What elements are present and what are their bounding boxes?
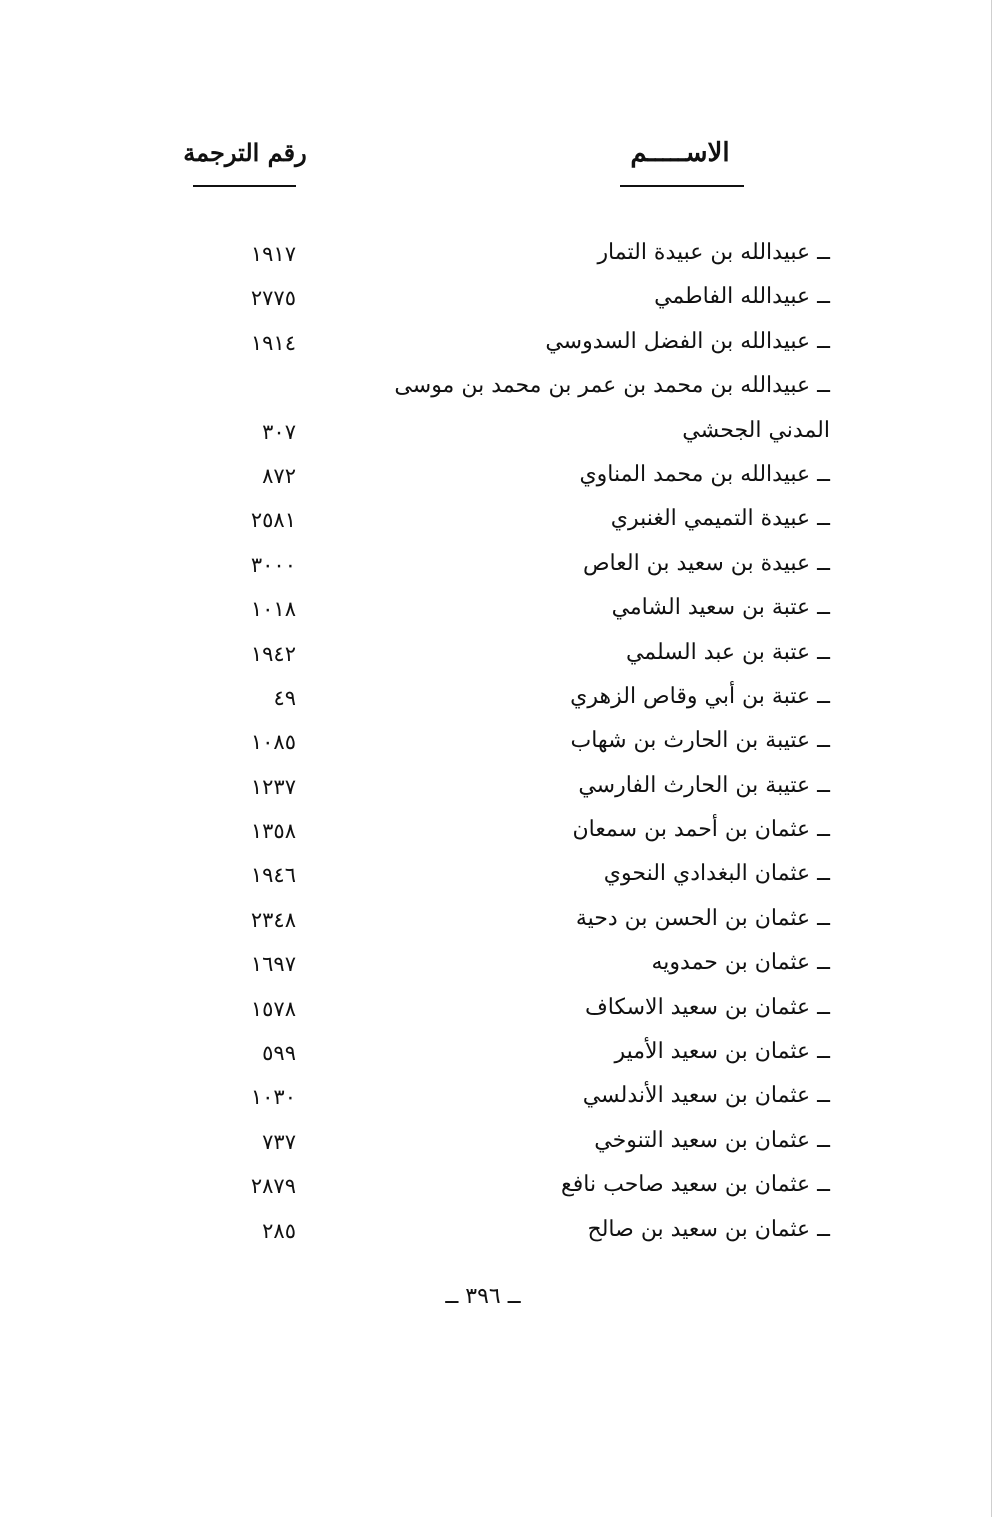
entry-name: ــ عثمان بن سعيد الأندلسي — [582, 1083, 830, 1109]
index-entry — [0, 456, 1006, 500]
entry-number: ١٦٩٧ — [250, 952, 296, 977]
index-entry — [0, 1033, 1006, 1077]
index-entry — [0, 1166, 1006, 1210]
index-entry — [0, 634, 1006, 678]
index-entry — [0, 811, 1006, 855]
entry-name: ــ عبيدالله بن الفضل السدوسي — [545, 328, 830, 354]
index-entry — [0, 323, 1006, 367]
index-entry — [0, 234, 1006, 278]
index-entry — [0, 589, 1006, 633]
entry-number: ٣٠٧ — [262, 419, 296, 444]
entry-number: ١٩٤٢ — [250, 641, 296, 666]
index-entry — [0, 989, 1006, 1033]
entry-name: ــ عثمان بن سعيد التنوخي — [594, 1127, 830, 1153]
entry-number: ١٩١٤ — [250, 330, 296, 355]
entry-number: ٨٧٢ — [262, 463, 296, 488]
entry-name: ــ عثمان بن الحسن بن دحية — [575, 905, 830, 931]
entry-name: ــ عتبة بن سعيد الشامي — [611, 595, 830, 621]
entry-name: ــ عثمان بن سعيد الأمير — [614, 1039, 830, 1065]
entry-name: ــ عثمان بن حمدويه — [651, 950, 830, 976]
entry-name: ــ عثمان البغدادي النحوي — [603, 861, 830, 887]
entry-name: ــ عتيبة بن الحارث الفارسي — [578, 772, 830, 798]
index-entry — [0, 367, 1006, 411]
entry-number: ٢٨٥ — [262, 1218, 296, 1243]
index-entry — [0, 278, 1006, 322]
entry-number: ٥٩٩ — [262, 1041, 296, 1066]
entry-number: ٢٥٨١ — [250, 508, 296, 533]
entry-name: ــ عثمان بن سعيد الاسكاف — [584, 994, 830, 1020]
entry-number: ١٠٨٥ — [250, 730, 296, 755]
index-entry — [0, 1077, 1006, 1121]
index-entry — [0, 767, 1006, 811]
index-entry — [0, 500, 1006, 544]
index-entry — [0, 1211, 1006, 1255]
index-entry — [0, 944, 1006, 988]
entry-number: ٢٧٧٥ — [250, 286, 296, 311]
entry-number: ١٥٧٨ — [250, 996, 296, 1021]
entry-name: ــ عثمان بن أحمد بن سمعان — [572, 817, 830, 843]
entry-name: ــ عثمان بن سعيد بن صالح — [587, 1216, 830, 1242]
entry-name: ــ عبيدة بن سعيد بن العاص — [582, 550, 830, 576]
entry-number: ٢٣٤٨ — [250, 907, 296, 932]
entry-name: ــ عبيدالله بن محمد بن عمر بن محمد بن موسى — [394, 373, 830, 399]
index-entry — [0, 722, 1006, 766]
entry-number: ١٩١٧ — [250, 242, 296, 266]
entry-number: ٧٣٧ — [262, 1129, 296, 1154]
index-entry — [0, 545, 1006, 589]
name-column-header: الاســـــم — [630, 138, 730, 168]
index-entry — [0, 678, 1006, 722]
entry-name: المدني الجحشي — [682, 417, 830, 443]
entry-number: ١٣٥٨ — [250, 819, 296, 844]
page-number: ــ ٣٩٦ ــ — [445, 1284, 521, 1309]
index-entries — [0, 234, 1006, 1255]
entry-name: ــ عتيبة بن الحارث بن شهاب — [570, 728, 830, 754]
index-entry — [0, 1122, 1006, 1166]
number-column-header: رقم الترجمة — [183, 138, 307, 167]
index-entry — [0, 855, 1006, 899]
entry-name: ــ عبيدالله الفاطمي — [654, 284, 830, 310]
entry-number: ١٢٣٧ — [250, 774, 296, 799]
entry-name: ــ عبيدالله بن عبيدة التمار — [597, 240, 830, 265]
index-entry — [0, 900, 1006, 944]
entry-name: ــ عبيدة التميمي الغنبري — [610, 506, 830, 532]
entry-number: ١٠٣٠ — [250, 1085, 296, 1110]
entry-number: ١٩٤٦ — [250, 863, 296, 888]
entry-number: ١٠١٨ — [250, 597, 296, 622]
entry-number: ٢٨٧٩ — [250, 1174, 296, 1199]
entry-name: ــ عتبة بن أبي وقاص الزهري — [570, 683, 830, 709]
entry-number: ٣٠٠٠ — [250, 552, 296, 577]
entry-name: ــ عتبة بن عبد السلمي — [625, 639, 830, 665]
entry-name: ــ عثمان بن سعيد صاحب نافع — [561, 1172, 830, 1198]
entry-name: ــ عبيدالله بن محمد المناوي — [579, 461, 830, 487]
name-column-underline — [620, 185, 744, 187]
entry-number: ٤٩ — [273, 685, 296, 710]
index-entry — [0, 412, 1006, 456]
number-column-underline — [193, 185, 296, 187]
